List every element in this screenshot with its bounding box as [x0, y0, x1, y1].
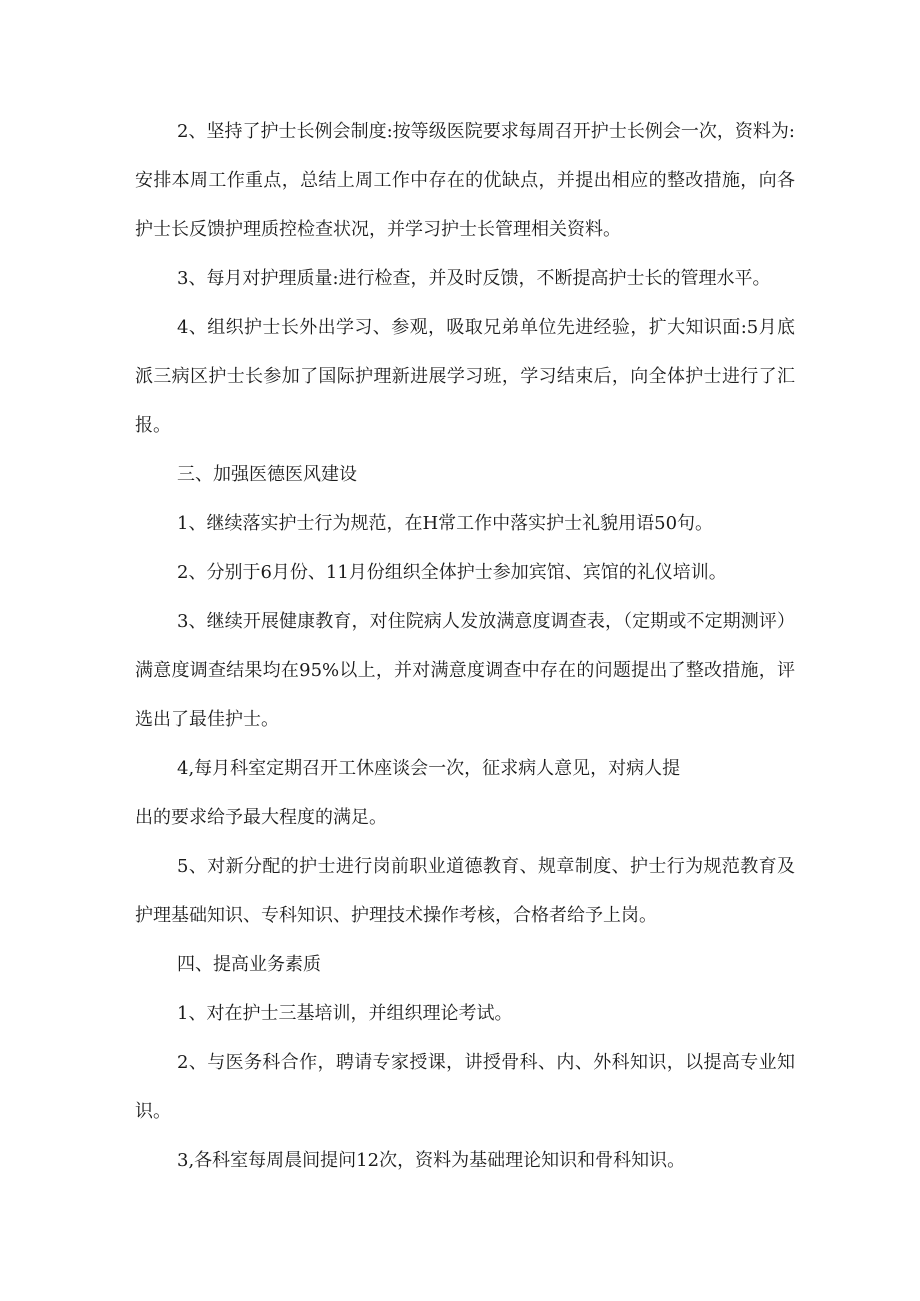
section-heading-professional-quality: 四、提高业务素质: [177, 954, 321, 975]
section-heading-ethics: 三、加强医德医风建设: [177, 464, 357, 485]
paragraph-behavior-norms: 1、继续落实护士行为规范，在H常工作中落实护士礼貌用语50句。: [177, 513, 714, 534]
paragraph-etiquette-training: 2、分别于6月份、11月份组织全体护士参加宾馆、宾馆的礼仪培训。: [177, 562, 727, 583]
paragraph-external-study: 4、组织护士长外出学习、参观，吸取兄弟单位先进经验，扩大知识面:5月底派三病区护士长参加了国际护理新进展学习班，学习结束后，向全体护士进行了汇报。: [135, 317, 795, 436]
paragraph-new-nurse-training: 5、对新分配的护士进行岗前职业道德教育、规章制度、护士行为规范教育及护理基础知识、专科知识、护理技术操作考核，合格者给予上岗。: [135, 856, 795, 926]
paragraph-patient-forum-continued: 出的要求给予最大程度的满足。: [135, 807, 387, 828]
paragraph-morning-questions: 3,各科室每周晨间提问12次，资料为基础理论知识和骨科知识。: [177, 1150, 686, 1171]
paragraph-three-basics-training: 1、对在护士三基培训，并组织理论考试。: [177, 1003, 513, 1024]
paragraph-expert-lectures: 2、与医务科合作，聘请专家授课，讲授骨科、内、外科知识，以提高专业知识。: [135, 1052, 795, 1122]
paragraph-monthly-quality-check: 3、每月对护理质量:进行检查，并及时反馈，不断提高护士长的管理水平。: [177, 268, 771, 289]
paragraph-patient-forum: 4,每月科室定期召开工休座谈会一次，征求病人意见，对病人提: [177, 758, 681, 779]
paragraph-nurse-head-meeting: 2、坚持了护士长例会制度:按等级医院要求每周召开护士长例会一次，资料为:安排本周工作重点，总结上周工作中存在的优缺点，并提出相应的整改措施，向各护士长反馈护理质控检查状况，并学习护士长管理相关资料。: [135, 121, 795, 240]
paragraph-health-education: 3、继续开展健康教育，对住院病人发放满意度调查表，（定期或不定期测评）满意度调查结果均在95%以上，并对满意度调查中存在的问题提出了整改措施，评选出了最佳护士。: [135, 611, 795, 730]
